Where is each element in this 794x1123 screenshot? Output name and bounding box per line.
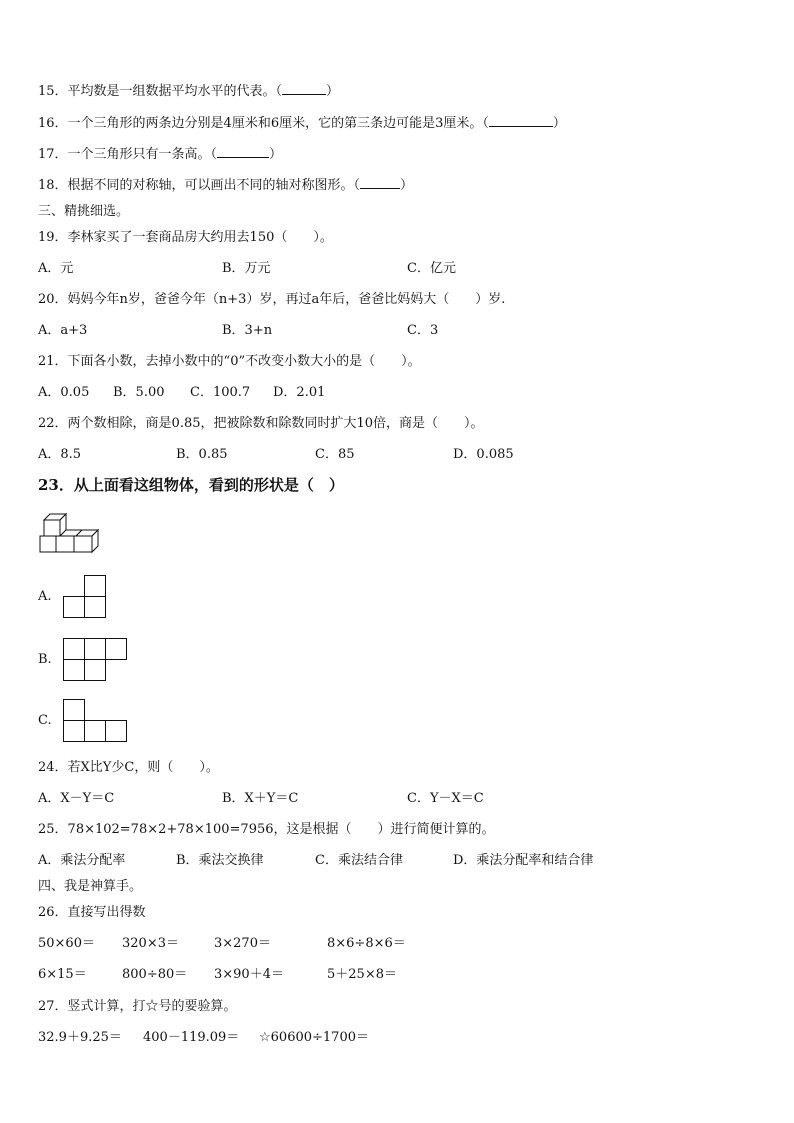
q22-option-d[interactable]: D．0.085: [453, 447, 514, 462]
q23-option-a[interactable]: A.: [38, 589, 52, 604]
q25-option-d[interactable]: D．乘法分配率和结合律: [453, 853, 594, 868]
q22-option-a[interactable]: A．8.5: [38, 447, 82, 462]
q26-item: 8×6÷8×6＝: [327, 936, 406, 951]
q26-item: 320×3＝: [122, 936, 179, 951]
q24-option-a[interactable]: A．X－Y＝C: [38, 791, 115, 806]
q26-item: 50×60＝: [38, 936, 95, 951]
q19-option-c[interactable]: C．亿元: [407, 261, 456, 276]
q23-option-c-shape: [63, 699, 127, 743]
question-20-stem: 20．妈妈今年n岁，爸爸今年（n+3）岁，再过a年后，爸爸比妈妈大（ ）岁.: [38, 292, 506, 307]
q20-option-a[interactable]: A．a+3: [38, 323, 88, 338]
cube-stack-figure: [38, 512, 102, 556]
q25-option-a[interactable]: A．乘法分配率: [38, 853, 126, 868]
question-21-stem: 21．下面各小数，去掉小数中的“0”不改变小数大小的是（ ）。: [38, 354, 421, 369]
q24-option-b[interactable]: B．X＋Y＝C: [222, 791, 299, 806]
question-17: 17．一个三角形只有一条高。（ ）: [38, 147, 283, 162]
question-15: 15．平均数是一组数据平均水平的代表。（ ）: [38, 84, 340, 99]
answer-blank[interactable]: [217, 145, 269, 158]
question-26-stem: 26．直接写出得数: [38, 905, 146, 920]
q21-option-d[interactable]: D．2.01: [273, 385, 326, 400]
q20-option-b[interactable]: B．3+n: [222, 323, 273, 338]
q27-item: 400－119.09＝: [143, 1030, 240, 1045]
question-27-stem: 27．竖式计算，打☆号的要验算。: [38, 999, 237, 1014]
question-22-stem: 22．两个数相除，商是0.85，把被除数和除数同时扩大10倍，商是（ ）。: [38, 416, 484, 431]
q19-option-b[interactable]: B．万元: [222, 261, 271, 276]
q19-option-a[interactable]: A．元: [38, 261, 74, 276]
answer-blank[interactable]: [360, 176, 400, 189]
q21-option-a[interactable]: A．0.05: [38, 385, 90, 400]
q26-item: 3×90＋4＝: [214, 967, 284, 982]
q23-option-b[interactable]: B.: [38, 652, 52, 667]
question-25-stem: 25．78×102=78×2+78×100=7956，这是根据（ ）进行简便计算的。: [38, 822, 495, 837]
q22-option-b[interactable]: B．0.85: [176, 447, 228, 462]
q25-option-c[interactable]: C．乘法结合律: [315, 853, 403, 868]
q20-option-c[interactable]: C．3: [407, 323, 439, 338]
q25-option-b[interactable]: B．乘法交换律: [176, 853, 264, 868]
q27-item: ☆60600÷1700＝: [259, 1030, 369, 1045]
q21-option-b[interactable]: B．5.00: [113, 385, 165, 400]
question-16: 16．一个三角形的两条边分别是4厘米和6厘米，它的第三条边可能是3厘米。（ ）: [38, 116, 566, 131]
answer-blank[interactable]: [489, 114, 553, 127]
q26-item: 5＋25×8＝: [327, 967, 397, 982]
q24-option-c[interactable]: C．Y－X＝C: [407, 791, 484, 806]
q23-option-a-shape: [63, 575, 107, 619]
q23-option-b-shape: [63, 638, 127, 682]
q26-item: 800÷80＝: [122, 967, 188, 982]
section-4-heading: 四、我是神算手。: [38, 879, 143, 894]
q22-option-c[interactable]: C．85: [315, 447, 355, 462]
question-19-stem: 19．李林家买了一套商品房大约用去150（ ）。: [38, 230, 333, 245]
q21-option-c[interactable]: C．100.7: [190, 385, 251, 400]
q23-option-c[interactable]: C.: [38, 713, 52, 728]
section-3-heading: 三、精挑细选。: [38, 204, 130, 219]
q26-item: 6×15＝: [38, 967, 87, 982]
answer-blank[interactable]: [282, 82, 326, 95]
q27-item: 32.9＋9.25＝: [38, 1030, 122, 1045]
question-23-stem: 23．从上面看这组物体，看到的形状是（ ）: [38, 476, 344, 494]
q26-item: 3×270＝: [214, 936, 271, 951]
question-18: 18．根据不同的对称轴，可以画出不同的轴对称图形。（ ）: [38, 178, 414, 193]
question-24-stem: 24．若X比Y少C，则（ ）。: [38, 760, 219, 775]
